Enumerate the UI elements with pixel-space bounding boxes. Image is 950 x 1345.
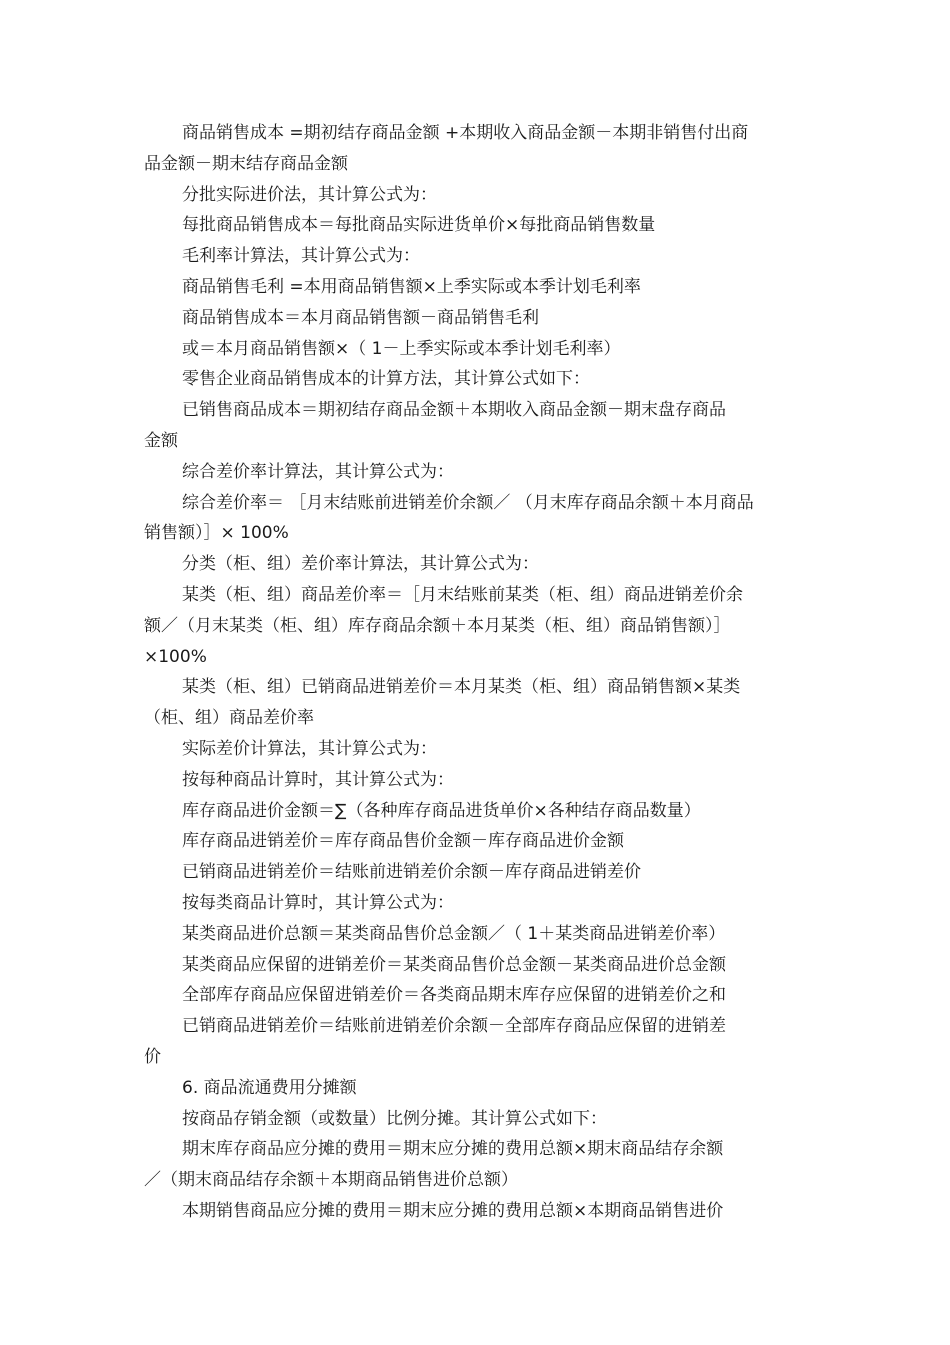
text-line: 或＝本月商品销售额×（ 1－上季实际或本季计划毛利率） [182, 338, 621, 359]
text-line: 实际差价计算法，其计算公式为： [182, 738, 437, 759]
text-line: 期末库存商品应分摊的费用＝期末应分摊的费用总额×期末商品结存余额 [182, 1139, 724, 1160]
text-line: 已销商品进销差价＝结账前进销差价余额－全部库存商品应保留的进销差 [182, 1016, 726, 1037]
text-line: 某类商品进价总额＝某类商品售价总金额／（ 1＋某类商品进销差价率） [182, 923, 726, 944]
text-line: 本期销售商品应分摊的费用＝期末应分摊的费用总额×本期商品销售进价 [182, 1200, 724, 1221]
text-line: 零售企业商品销售成本的计算方法，其计算公式如下： [182, 369, 590, 390]
text-line: 库存商品进销差价＝库存商品售价金额－库存商品进价金额 [182, 831, 624, 852]
text-line: ×100% [144, 646, 207, 667]
text-line: 综合差价率＝ ［月末结账前进销差价余额／ （月末库存商品余额＋本月商品 [182, 492, 754, 513]
text-line: 全部库存商品应保留进销差价＝各类商品期末库存应保留的进销差价之和 [182, 985, 726, 1006]
text-line: 库存商品进价金额＝∑（各种库存商品进货单价×各种结存商品数量） [182, 800, 701, 821]
text-line: 按商品存销金额（或数量）比例分摊。其计算公式如下： [182, 1108, 607, 1129]
text-line: （柜、组）商品差价率 [144, 708, 314, 729]
text-line: 按每种商品计算时，其计算公式为： [182, 769, 454, 790]
text-line: 按每类商品计算时，其计算公式为： [182, 892, 454, 913]
text-line: ／（期末商品结存余额＋本期商品销售进价总额） [144, 1170, 518, 1191]
text-line: 商品销售成本 =期初结存商品金额 +本期收入商品金额－本期非销售付出商 [182, 123, 749, 143]
text-line: 销售额）］× 100% [144, 523, 289, 544]
text-line: 6. 商品流通费用分摊额 [182, 1077, 357, 1098]
document-body [144, 118, 794, 1227]
text-line: 毛利率计算法，其计算公式为： [182, 246, 420, 267]
text-line: 已销商品进销差价＝结账前进销差价余额－库存商品进销差价 [182, 862, 641, 883]
text-line: 价 [144, 1046, 161, 1067]
text-line: 额／（月末某类（柜、组）库存商品余额＋本月某类（柜、组）商品销售额）］ [144, 615, 731, 636]
text-line: 某类商品应保留的进销差价＝某类商品售价总金额－某类商品进价总金额 [182, 954, 726, 975]
text-line: 分类（柜、组）差价率计算法，其计算公式为： [182, 554, 539, 575]
text-line: 综合差价率计算法，其计算公式为： [182, 461, 454, 482]
text-line: 金额 [144, 430, 178, 451]
text-line: 某类（柜、组）商品差价率＝［月末结账前某类（柜、组）商品进销差价余 [182, 584, 743, 605]
text-line: 每批商品销售成本＝每批商品实际进货单价×每批商品销售数量 [182, 215, 656, 236]
text-line: 商品销售成本＝本月商品销售额－商品销售毛利 [182, 307, 539, 328]
text-line: 商品销售毛利 =本用商品销售额×上季实际或本季计划毛利率 [182, 276, 641, 297]
text-line: 品金额－期末结存商品金额 [144, 153, 348, 174]
text-line: 分批实际进价法，其计算公式为： [182, 184, 437, 205]
text-line: 已销售商品成本＝期初结存商品金额＋本期收入商品金额－期末盘存商品 [182, 400, 726, 421]
text-line: 某类（柜、组）已销商品进销差价＝本月某类（柜、组）商品销售额×某类 [182, 677, 741, 698]
